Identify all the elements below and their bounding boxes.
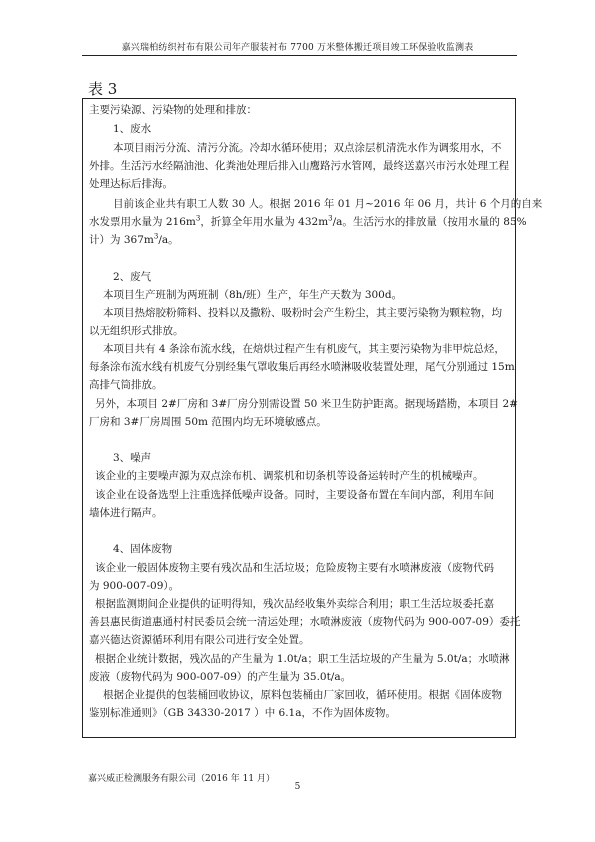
exhaust-line8: 厂房和 3#厂房周围 50m 范围内均无环境敏感点。 [89, 416, 327, 428]
wastewater-para2-line2: 水发票用水量为 $216m^3$，折算全年用水量为 $432m^3/a$。生活污水的排放量（按用水量的 85% [89, 214, 527, 228]
section-solid-waste-heading: 4、固体废物 [113, 543, 173, 555]
intro-line: 主要污染源、污染物的处理和排放： [89, 104, 257, 116]
page-header: 嘉兴瑞柏纺织衬布有限公司年产服装衬布 7700 万米整体搬迁项目竣工环保验收监测表 [121, 43, 474, 53]
superscript-3: 3 [195, 214, 201, 223]
solid-waste-line7: 废液（废物代码为 900-007-09）的产生量为 35.0t/a。 [89, 671, 352, 683]
section-wastewater-heading: 1、废水 [113, 123, 152, 135]
solid-waste-line3: 根据监测期间企业提供的证明得知，残次品经收集外卖综合利用；职工生活垃圾委托嘉 [95, 598, 494, 610]
exhaust-line4: 本项目共有 4 条涂布流水线，在焙烘过程产生有机废气，其主要污染物为非甲烷总烃， [103, 343, 505, 355]
section-exhaust-heading: 2、废气 [113, 271, 152, 283]
exhaust-line5: 每条涂布流水线有机废气分别经集气罩收集后再经水喷淋吸收装置处理，尾气分别通过 15m [89, 361, 515, 373]
footer-company: 嘉兴威正检测服务有限公司（2016 年 11 月） [88, 774, 275, 784]
noise-line2: 该企业在设备选型上注重选择低噪声设备。同时，主要设备布置在车间内部，利用车间 [95, 489, 494, 501]
exhaust-line7: 另外，本项目 2#厂房和 3#厂房分别需设置 50 米卫生防护距离。据现场踏勘，本项目 2# [95, 398, 518, 410]
solid-waste-line9: 鉴别标准通则》（GB 34330-2017 ）中 6.1a，不作为固体废物。 [89, 707, 396, 719]
superscript-3: 3 [328, 214, 333, 223]
noise-line3: 墙体进行隔声。 [89, 507, 163, 519]
solid-waste-line5: 嘉兴德达资源循环利用有限公司进行安全处置。 [89, 634, 310, 646]
wastewater-para2-line1: 目前该企业共有职工人数 30 人。根据 2016 年 01 月~2016 年 06 月，共计 6 个月的自来 [113, 198, 543, 210]
solid-waste-line8: 根据企业提供的包装桶回收协议，原料包装桶由厂家回收，循环使用。根据《固体废物 [103, 689, 502, 701]
content-box [82, 98, 543, 738]
page-number: 5 [294, 782, 301, 792]
exhaust-line1: 本项目生产班制为两班制（8h/班）生产，年生产天数为 300d。 [103, 289, 403, 301]
exhaust-line2: 本项目热熔胶粉筛料、投料以及撒粉、吸粉时会产生粉尘，其主要污染物为颗粒物，均 [103, 307, 502, 319]
solid-waste-line2: 为 900-007-09）。 [89, 580, 180, 592]
solid-waste-line1: 该企业一般固体废物主要有残次品和生活垃圾；危险废物主要有水喷淋废液（废物代码 [95, 562, 494, 574]
exhaust-line6: 高排气筒排放。 [89, 379, 163, 391]
wastewater-para1-line1: 本项目雨污分流、清污分流。冷却水循环使用；双点涂层机清洗水作为调浆用水，不 [113, 142, 502, 154]
noise-line1: 该企业的主要噪声源为双点涂布机、调浆机和切条机等设备运转时产生的机械噪声。 [95, 470, 484, 482]
wastewater-para2-line3: 计）为 $367m^3/a$。 [89, 232, 179, 246]
superscript-3: 3 [153, 232, 159, 241]
header-rule [82, 55, 517, 56]
solid-waste-line4: 善县惠民街道惠通村村民委员会统一清运处理；水喷淋废液（废物代码为 900-007-09）委托 [89, 616, 521, 628]
table-title: 表 3 [88, 80, 118, 98]
wastewater-para1-line3: 处理达标后排海。 [89, 178, 173, 190]
exhaust-line3: 以无组织形式排放。 [89, 325, 184, 337]
solid-waste-line6: 根据企业统计数据，残次品的产生量为 1.0t/a；职工生活垃圾的产生量为 5.0t/a；水喷淋 [95, 653, 510, 665]
section-noise-heading: 3、噪声 [113, 452, 152, 464]
wastewater-para1-line2: 外排。生活污水经隔油池、化粪池处理后排入山鹰路污水管网，最终送嘉兴市污水处理工程 [89, 160, 509, 172]
